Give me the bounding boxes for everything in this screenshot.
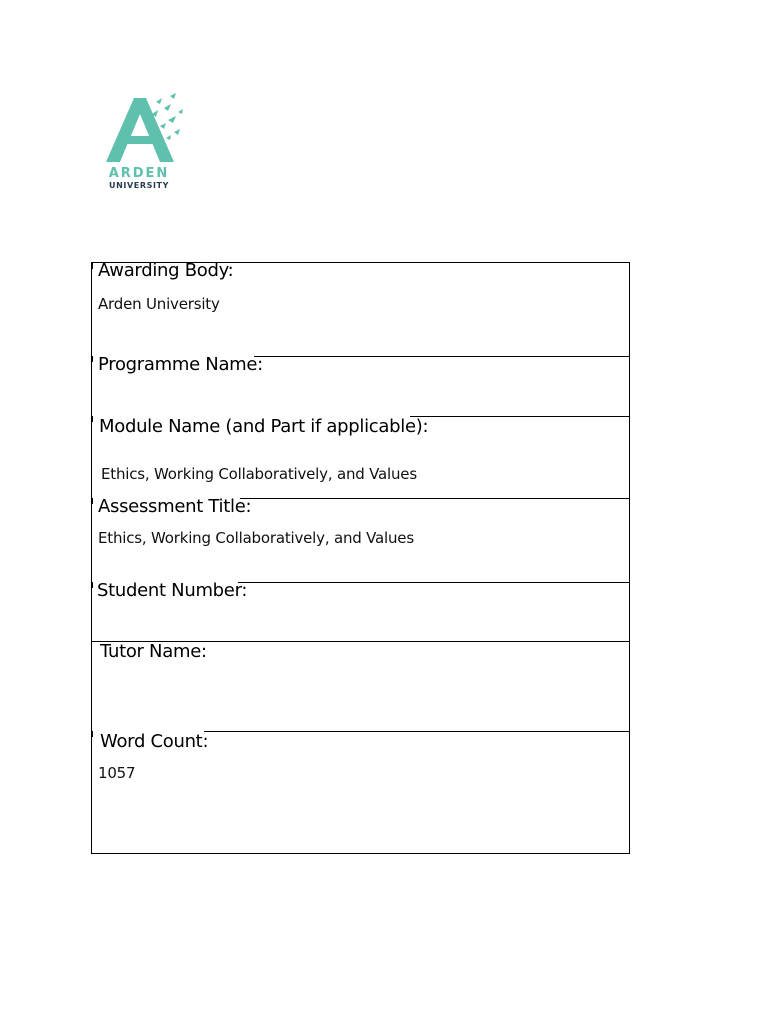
assessment-title-value: Ethics, Working Collaboratively, and Values [98, 529, 414, 547]
word-count-value: 1057 [98, 764, 136, 782]
cover-sheet-form [91, 262, 630, 854]
assessment-title-label: Assessment Title: [98, 496, 252, 517]
section-divider [410, 416, 629, 417]
logo-subtitle: UNIVERSITY [109, 181, 169, 190]
awarding-body-value: Arden University [98, 295, 220, 313]
arden-university-logo [96, 92, 192, 192]
awarding-body-label: Awarding Body: [98, 260, 234, 281]
student-number-label: Student Number: [97, 580, 248, 601]
module-name-label: Module Name (and Part if applicable): [99, 416, 429, 437]
section-divider [204, 731, 629, 732]
programme-name-label: Programme Name: [98, 354, 263, 375]
word-count-label: Word Count: [100, 731, 209, 752]
section-divider [238, 582, 629, 583]
module-name-value: Ethics, Working Collaboratively, and Values [101, 465, 417, 483]
section-divider [240, 498, 629, 499]
logo-wordmark: ARDEN [108, 166, 170, 181]
tutor-name-label: Tutor Name: [100, 641, 207, 662]
section-divider [254, 356, 629, 357]
logo-a-birds-icon [96, 92, 192, 172]
